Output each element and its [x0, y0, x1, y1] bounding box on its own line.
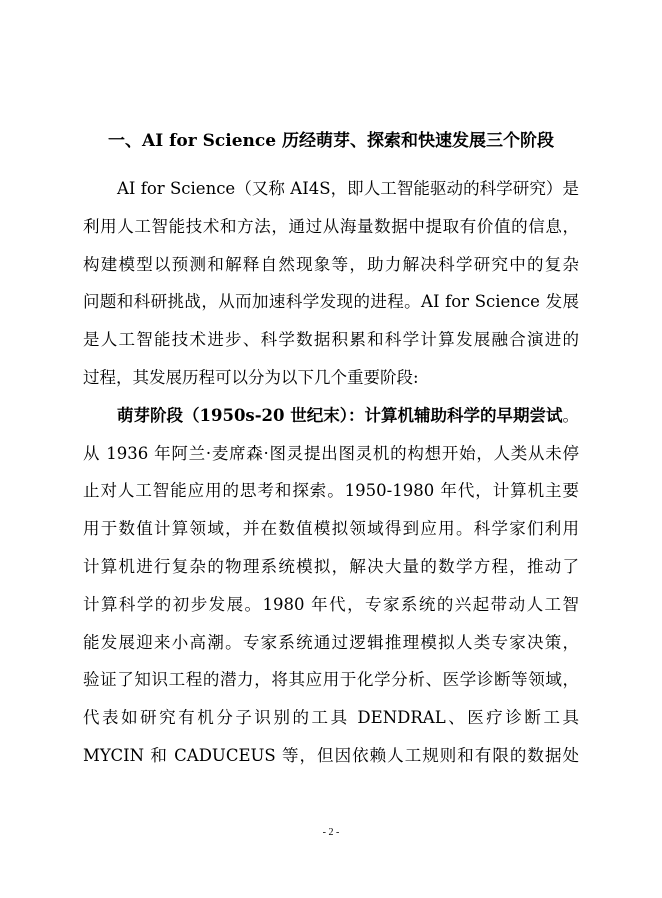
paragraph-1-line-6: 过程，其发展历程可以分为以下几个重要阶段: — [83, 367, 419, 387]
paragraph-2-line-2: 止对人工智能应用的思考和探索。1950-1980 年代，计算机主要 — [83, 481, 579, 501]
paragraph-2-title-line — [83, 397, 579, 435]
stage-title: 萌芽阶段（1950s-20 世纪末）：计算机辅助科学的早期尝试 — [117, 405, 563, 425]
paragraph-2-line-3: 用于数值计算领域，并在数值模拟领域得到应用。科学家们利用 — [83, 519, 579, 539]
paragraph-1-line-5: 是人工智能技术进步、科学数据积累和科学计算发展融合演进的 — [83, 330, 579, 350]
paragraph-1-line-1: AI for Science（又称 AI4S，即人工智能驱动的科学研究）是 — [117, 179, 579, 198]
paragraph-2-line-4: 计算机进行复杂的物理系统模拟，解决大量的数学方程，推动了 — [83, 556, 579, 576]
paragraph-1-line-3: 构建模型以预测和解释自然现象等，助力解决科学研究中的复杂 — [83, 254, 579, 274]
paragraph-1-line-4: 问题和科研挑战，从而加速科学发现的进程。AI for Science 发展 — [83, 292, 579, 312]
paragraph-2-line-6: 能发展迎来小高潮。专家系统通过逻辑推理模拟人类专家决策， — [83, 632, 579, 652]
paragraph-2-line-1: 从 1936 年阿兰·麦席森·图灵提出图灵机的构想开始，人类从未停 — [83, 443, 579, 463]
paragraph-2-line-9: MYCIN 和 CADUCEUS 等，但因依赖人工规则和有限的数据处 — [83, 745, 579, 765]
paragraph-2-line-7: 验证了知识工程的潜力，将其应用于化学分析、医学诊断等领域， — [83, 670, 579, 690]
stage-title-end: 。 — [562, 405, 579, 425]
paragraph-2-line-8: 代表如研究有机分子识别的工具 DENDRAL、医疗诊断工具 — [83, 708, 579, 728]
paragraph-1-line-2: 利用人工智能技术和方法，通过从海量数据中提取有价值的信息， — [83, 216, 579, 236]
page-number: - 2 - — [322, 827, 340, 838]
section-heading: 一、AI for Science 历经萌芽、探索和快速发展三个阶段 — [108, 131, 554, 151]
body-text — [83, 170, 579, 775]
paragraph-2-line-5: 计算科学的初步发展。1980 年代，专家系统的兴起带动人工智 — [83, 594, 579, 614]
